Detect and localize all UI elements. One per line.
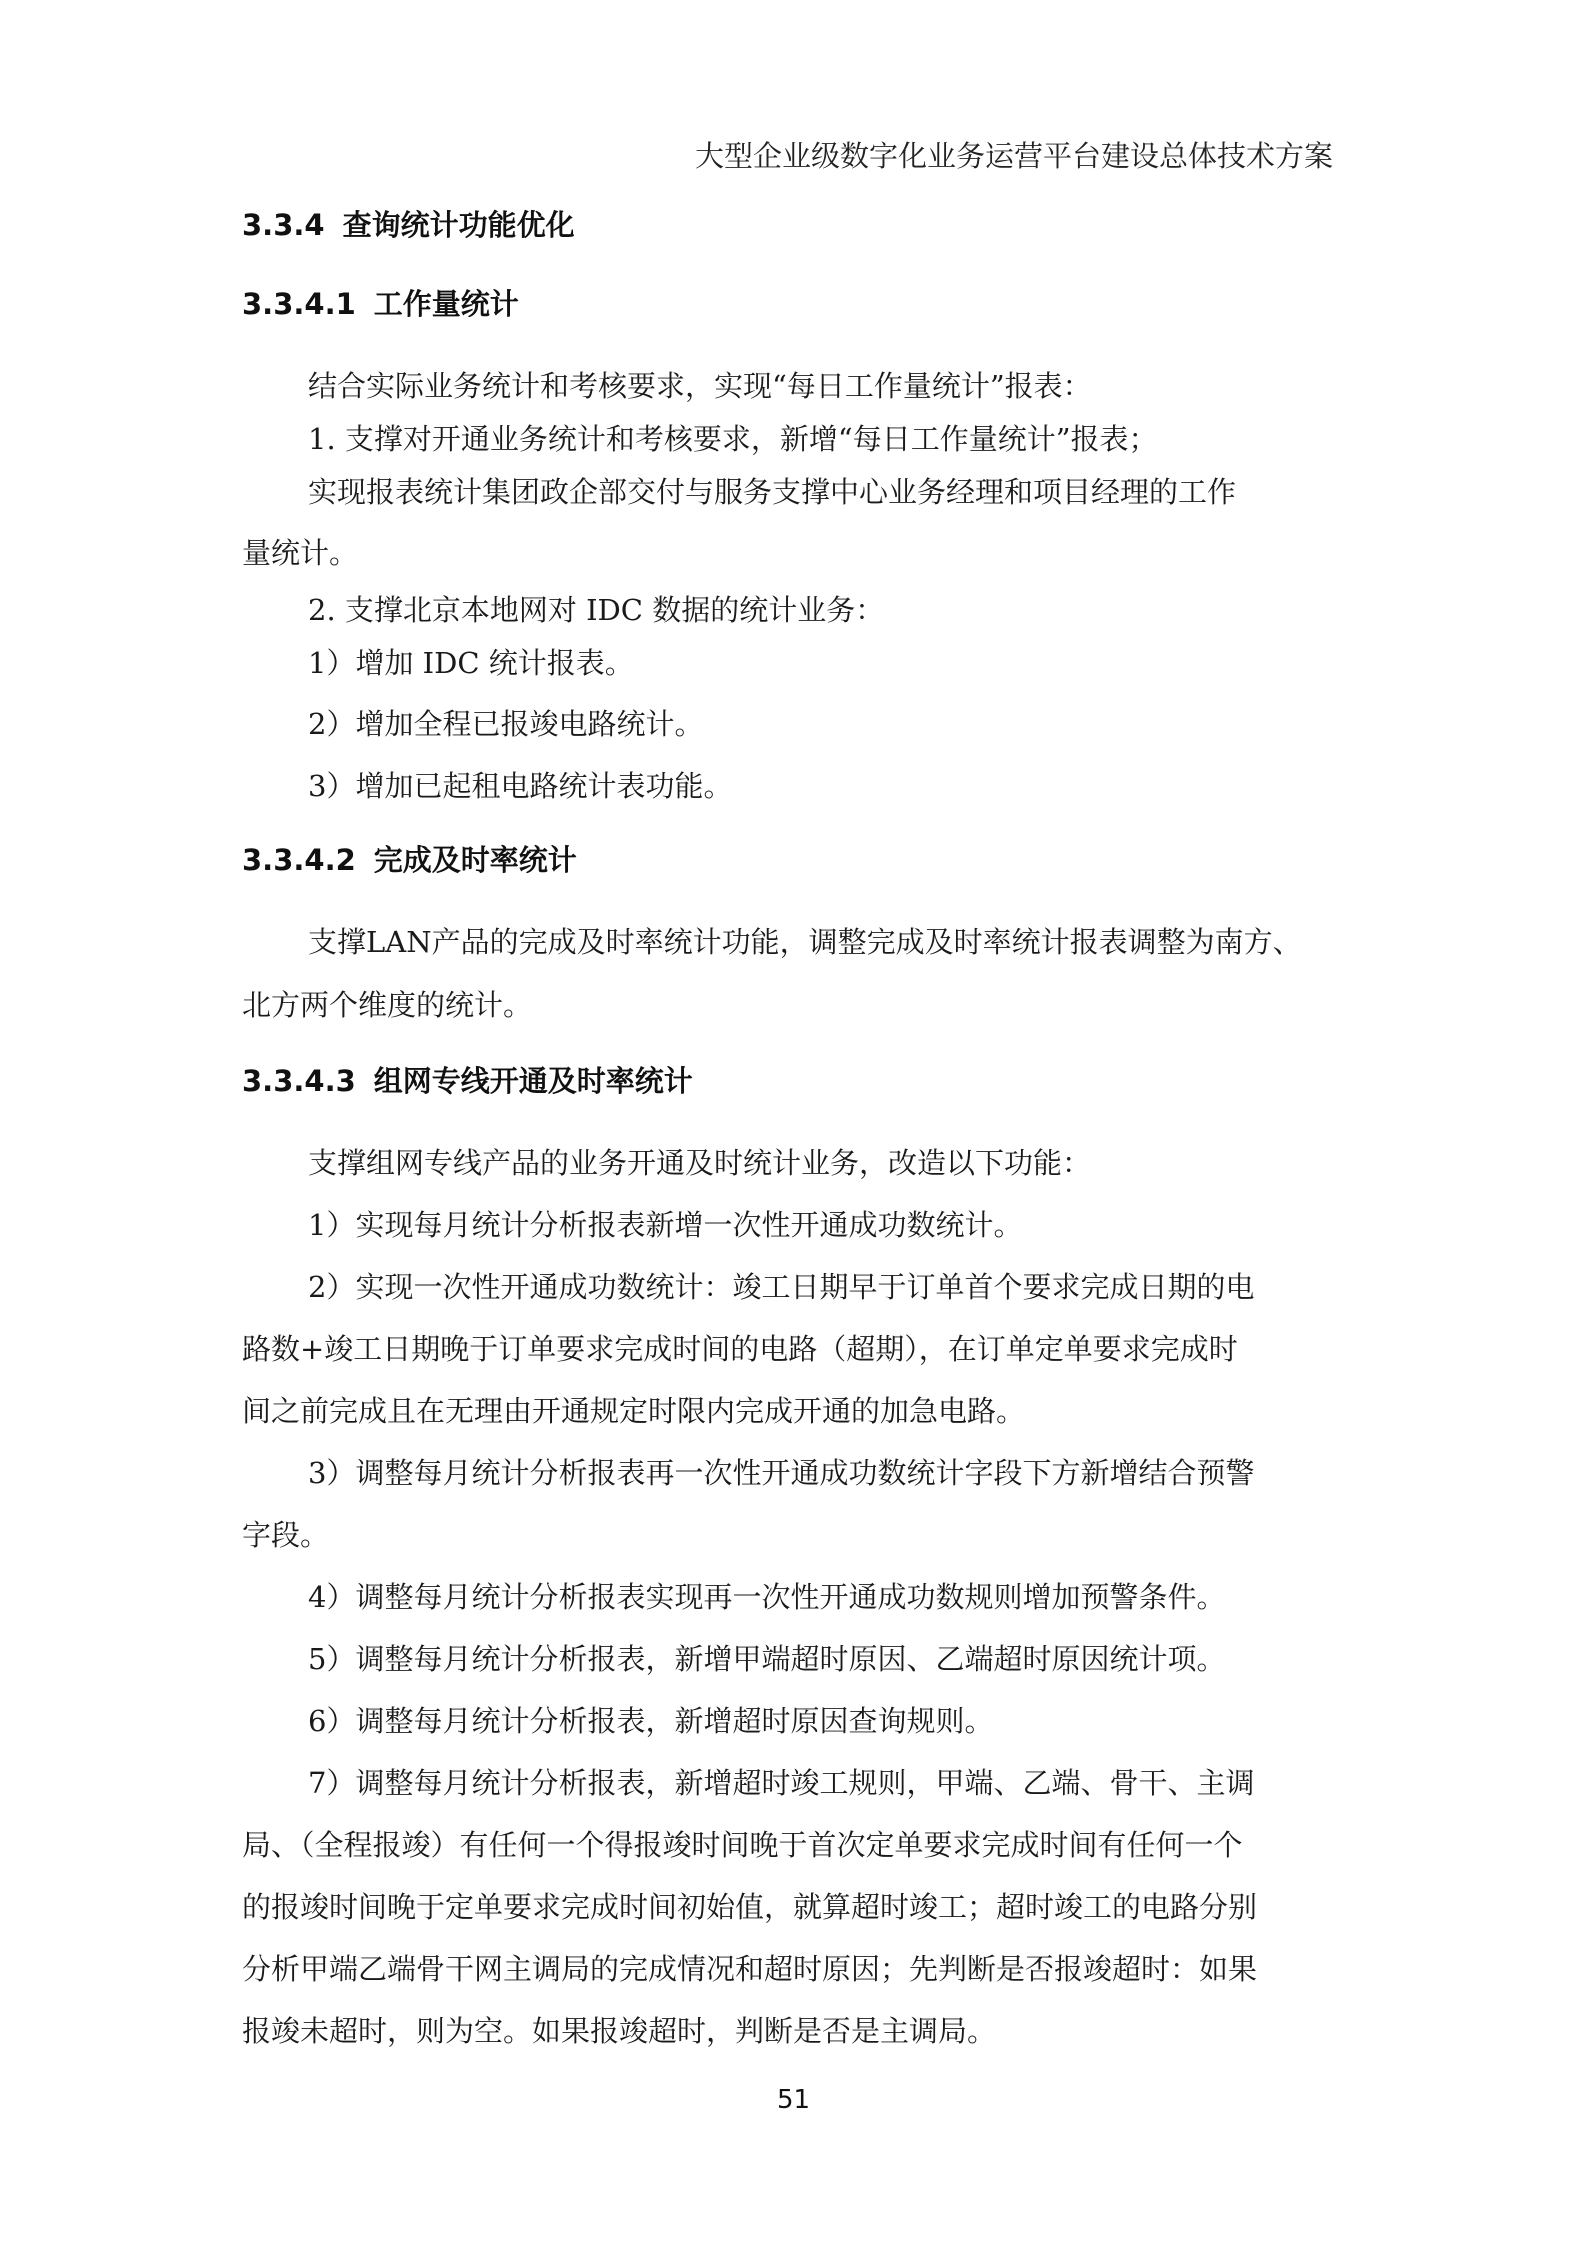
paragraph-line: 1. 支撑对开通业务统计和考核要求，新增“每日工作量统计”报表；: [308, 422, 1158, 456]
paragraph-line: 实现报表统计集团政企部交付与服务支撑中心业务经理和项目经理的工作: [308, 475, 1237, 509]
paragraph-line: 报竣未超时，则为空。如果报竣超时，判断是否是主调局。: [242, 2014, 997, 2048]
section-title: 完成及时率统计: [373, 843, 577, 877]
paragraph-line: 2. 支撑北京本地网对 IDC 数据的统计业务：: [308, 593, 885, 627]
paragraph-line: 间之前完成且在无理由开通规定时限内完成开通的加急电路。: [242, 1394, 1026, 1428]
section-number: 3.3.4: [242, 208, 325, 242]
paragraph-line: 3）调整每月统计分析报表再一次性开通成功数统计字段下方新增结合预警: [308, 1456, 1255, 1490]
paragraph-line: 2）实现一次性开通成功数统计：竣工日期早于订单首个要求完成日期的电: [308, 1270, 1255, 1304]
paragraph-line: 6）调整每月统计分析报表，新增超时原因查询规则。: [308, 1704, 994, 1738]
paragraph-line: 分析甲端乙端骨干网主调局的完成情况和超时原因；先判断是否报竣超时：如果: [242, 1952, 1258, 1986]
section-heading-3-3-4-1: [242, 284, 519, 324]
paragraph-line: 4）调整每月统计分析报表实现再一次性开通成功数规则增加预警条件。: [308, 1580, 1226, 1614]
section-number: 3.3.4.1: [242, 287, 356, 321]
section-heading-3-3-4: [242, 205, 575, 245]
paragraph-line: 路数+竣工日期晚于订单要求完成时间的电路（超期），在订单定单要求完成时: [242, 1332, 1238, 1366]
paragraph-line: 1）实现每月统计分析报表新增一次性开通成功数统计。: [308, 1208, 1023, 1242]
paragraph-line: 局、（全程报竣）有任何一个得报竣时间晚于首次定单要求完成时间有任何一个: [242, 1828, 1243, 1862]
paragraph-line: 5）调整每月统计分析报表，新增甲端超时原因、乙端超时原因统计项。: [308, 1642, 1226, 1676]
paragraph-line: 支撑LAN产品的完成及时率统计功能，调整完成及时率统计报表调整为南方、: [308, 925, 1302, 959]
section-heading-3-3-4-2: [242, 840, 577, 880]
section-number: 3.3.4.3: [242, 1064, 356, 1098]
paragraph-line: 字段。: [242, 1518, 330, 1552]
paragraph-line: 的报竣时间晚于定单要求完成时间初始值，就算超时竣工；超时竣工的电路分别: [242, 1890, 1258, 1924]
section-number: 3.3.4.2: [242, 843, 356, 877]
paragraph-line: 1）增加 IDC 统计报表。: [308, 646, 634, 680]
running-header: 大型企业级数字化业务运营平台建设总体技术方案: [694, 139, 1333, 173]
paragraph-line: 结合实际业务统计和考核要求，实现“每日工作量统计”报表：: [308, 369, 1092, 403]
paragraph-line: 7）调整每月统计分析报表，新增超时竣工规则，甲端、乙端、骨干、主调: [308, 1766, 1255, 1800]
paragraph-line: 量统计。: [242, 536, 359, 570]
paragraph-line: 2）增加全程已报竣电路统计。: [308, 707, 704, 741]
section-title: 工作量统计: [373, 287, 519, 321]
section-heading-3-3-4-3: [242, 1061, 693, 1101]
section-title: 组网专线开通及时率统计: [373, 1064, 693, 1098]
paragraph-line: 支撑组网专线产品的业务开通及时统计业务，改造以下功能：: [308, 1146, 1092, 1180]
page-number: 51: [776, 2085, 811, 2115]
paragraph-line: 3）增加已起租电路统计表功能。: [308, 769, 733, 803]
section-title: 查询统计功能优化: [342, 208, 575, 242]
paragraph-line: 北方两个维度的统计。: [242, 988, 533, 1022]
